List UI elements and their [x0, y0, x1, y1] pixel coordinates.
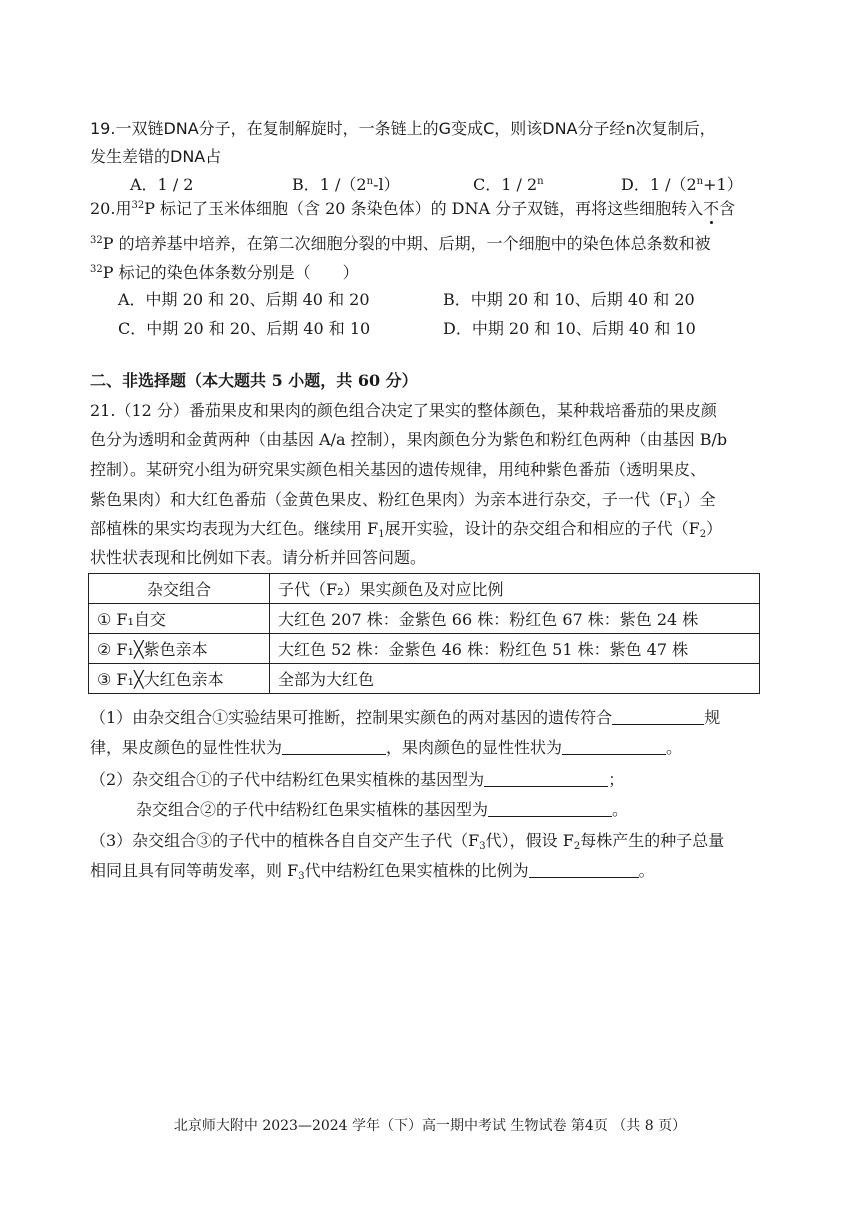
q21-line5-pre: 部植株的果实均表现为大红色。继续用 F	[90, 519, 379, 538]
q20-emphasis-not: 不	[703, 199, 720, 218]
answer-blank[interactable]	[529, 861, 639, 878]
q20-option-b: B．中期 20 和 10、后期 40 和 20	[443, 290, 695, 309]
q19-option-b	[292, 175, 400, 195]
q19-stem-text: 19.一双链DNA分子，在复制解旋时，一条链上的G变成C，则该DNA分子经n次复制后，	[90, 119, 716, 138]
q20-sup-3: 32	[90, 264, 103, 275]
table-header-cell: 杂交组合	[89, 574, 270, 604]
q20-sup-2: 32	[90, 235, 103, 246]
q19-option-a: A．1 / 2	[130, 175, 194, 194]
q19-option-b-sup: n	[366, 176, 374, 187]
q20-text-pre: 20.用	[90, 199, 132, 218]
q20-text-mid: P 标记了玉米体细胞（含 20 条染色体）的 DNA 分子双链，再将这些细胞转入	[144, 199, 704, 218]
table-cell-result: 全部为大红色	[270, 664, 760, 694]
q21-part3-pre: （3）杂交组合③的子代中的植株各自自交产生子代（F	[90, 831, 480, 850]
q21-part2-line2	[136, 800, 628, 820]
q19-option-c	[473, 175, 544, 195]
cross-results-table	[88, 573, 760, 694]
q21-part2-text-2: 杂交组合②的子代中结粉红色果实植株的基因型为	[136, 800, 489, 819]
table-cell-result: 大红色 207 株：金紫色 66 株：粉红色 67 株：紫色 24 株	[270, 604, 760, 634]
table-row	[89, 664, 760, 694]
q21-part1-text-a: 律，果皮颜色的显性性状为	[90, 738, 283, 757]
q20-stem-line2	[90, 234, 711, 254]
q21-part3-line1	[90, 831, 724, 851]
q19-stem-line1	[90, 119, 716, 139]
q21-part3-post: 每株产生的种子总量	[580, 831, 725, 850]
q19-stem-text-2: 发生差错的DNA占	[90, 147, 222, 166]
q21-part3-line2-end: 。	[638, 861, 655, 880]
q21-part1-line2	[90, 738, 682, 758]
q21-part3-sub2: 2	[573, 841, 581, 852]
q20-option-d: D．中期 20 和 10、后期 40 和 10	[443, 319, 696, 338]
table-cell-result: 大红色 52 株：金紫色 46 株：粉红色 51 株：紫色 47 株	[270, 634, 760, 664]
q21-part3-sub: 3	[479, 841, 486, 852]
q19-option-c-sup: n	[537, 176, 544, 187]
q21-part3-mid: 代），假设 F	[485, 831, 574, 850]
q21-line3: 控制）。某研究小组为研究果实颜色相关基因的遗传规律，用纯种紫色番茄（透明果皮、	[90, 460, 707, 479]
q21-line5-sub2: 2	[699, 529, 707, 540]
section-heading: 二、非选择题（本大题共 5 小题，共 60 分）	[90, 371, 418, 390]
q21-part2-text: （2）杂交组合①的子代中结粉红色果实植株的基因型为	[90, 770, 485, 789]
q21-part2-line1	[90, 770, 624, 790]
q20-text-end: 含	[719, 199, 736, 218]
q20-text-line3: P 标记的染色体条数分别是（ ）	[102, 263, 359, 282]
q20-text-line2: P 的培养基中培养，在第二次细胞分裂的中期、后期，一个细胞中的染色体总条数和被	[102, 234, 711, 253]
q21-part3-line2-mid: 代中结粉红色果实植株的比例为	[304, 861, 529, 880]
q20-options-row1	[0, 290, 860, 310]
q20-option-a: A．中期 20 和 20、后期 40 和 20	[118, 290, 370, 309]
q19-option-b-post: -l）	[373, 175, 400, 194]
q21-part3-line2	[90, 861, 655, 881]
q21-line5-sub: 1	[378, 529, 385, 540]
q21-line4	[90, 490, 716, 510]
table-cell-cross: ② F₁╳紫色亲本	[89, 634, 270, 664]
table-cell-cross: ③ F₁╳大红色亲本	[89, 664, 270, 694]
q21-line4-post: ）全	[683, 490, 716, 509]
q19-options	[0, 175, 860, 195]
q21-line2: 色分为透明和金黄两种（由基因 A/a 控制），果肉颜色分为紫色和粉红色两种（由基因 B/b	[90, 430, 728, 449]
q21-line5-post: 展开实验，设计的杂交组合和相应的子代（F	[384, 519, 700, 538]
answer-blank[interactable]	[282, 738, 386, 755]
q19-stem-line2	[90, 147, 221, 167]
q20-sup-1: 32	[131, 200, 145, 211]
q20-stem-line3	[90, 263, 359, 283]
q19-option-d-post: +1）	[703, 175, 743, 194]
q19-option-c-pre: C．1 / 2	[473, 175, 538, 194]
q21-part2-text-end2: 。	[612, 800, 629, 819]
q21-line4-sub: 1	[677, 500, 684, 511]
q21-part3-line2-pre: 相同且具有同等萌发率，则 F	[90, 861, 299, 880]
answer-blank[interactable]	[562, 738, 666, 755]
answer-blank[interactable]	[484, 770, 608, 787]
q21-part1-text-end: 规	[704, 708, 721, 727]
q21-part3-line2-sub: 3	[298, 871, 305, 882]
q20-option-c: C．中期 20 和 20、后期 40 和 10	[118, 319, 371, 338]
q21-part1-text-b: ，果肉颜色的显性性状为	[386, 738, 563, 757]
table-header-row	[89, 574, 760, 604]
table-cell-cross: ① F₁自交	[89, 604, 270, 634]
table-row	[89, 604, 760, 634]
q20-options-row2	[0, 319, 860, 339]
q19-option-d-pre: D．1 /（2	[621, 175, 697, 194]
q20-stem-line1	[90, 199, 735, 219]
q21-part1-text: （1）由杂交组合①实验结果可推断，控制果实颜色的两对基因的遗传符合	[90, 708, 613, 727]
q19-option-d	[621, 175, 743, 195]
q21-line1: 21.（12 分）番茄果皮和果肉的颜色组合决定了果实的整体颜色，某种栽培番茄的果皮颜	[90, 401, 717, 420]
q21-part1-line1	[90, 708, 720, 728]
q19-option-b-pre: B．1 /（2	[292, 175, 367, 194]
q21-line5-end: ）	[706, 519, 723, 538]
q21-part2-text-end: ；	[608, 770, 625, 789]
q21-line6: 状性状表现和比例如下表。请分析并回答问题。	[90, 548, 427, 567]
q21-line4-pre: 紫色果肉）和大红色番茄（金黄色果皮、粉红色果肉）为亲本进行杂交，子一代（F	[90, 490, 678, 509]
answer-blank[interactable]	[488, 800, 612, 817]
q21-part1-text-end2: 。	[666, 738, 683, 757]
table-row	[89, 634, 760, 664]
q19-option-d-sup: n	[696, 176, 704, 187]
answer-blank[interactable]	[612, 708, 704, 725]
q21-line5	[90, 519, 722, 539]
table-header-cell: 子代（F₂）果实颜色及对应比例	[270, 574, 760, 604]
page-footer: 北京师大附中 2023—2024 学年（下）高一期中考试 生物试卷 第4页 （共 8 页）	[173, 1118, 687, 1134]
